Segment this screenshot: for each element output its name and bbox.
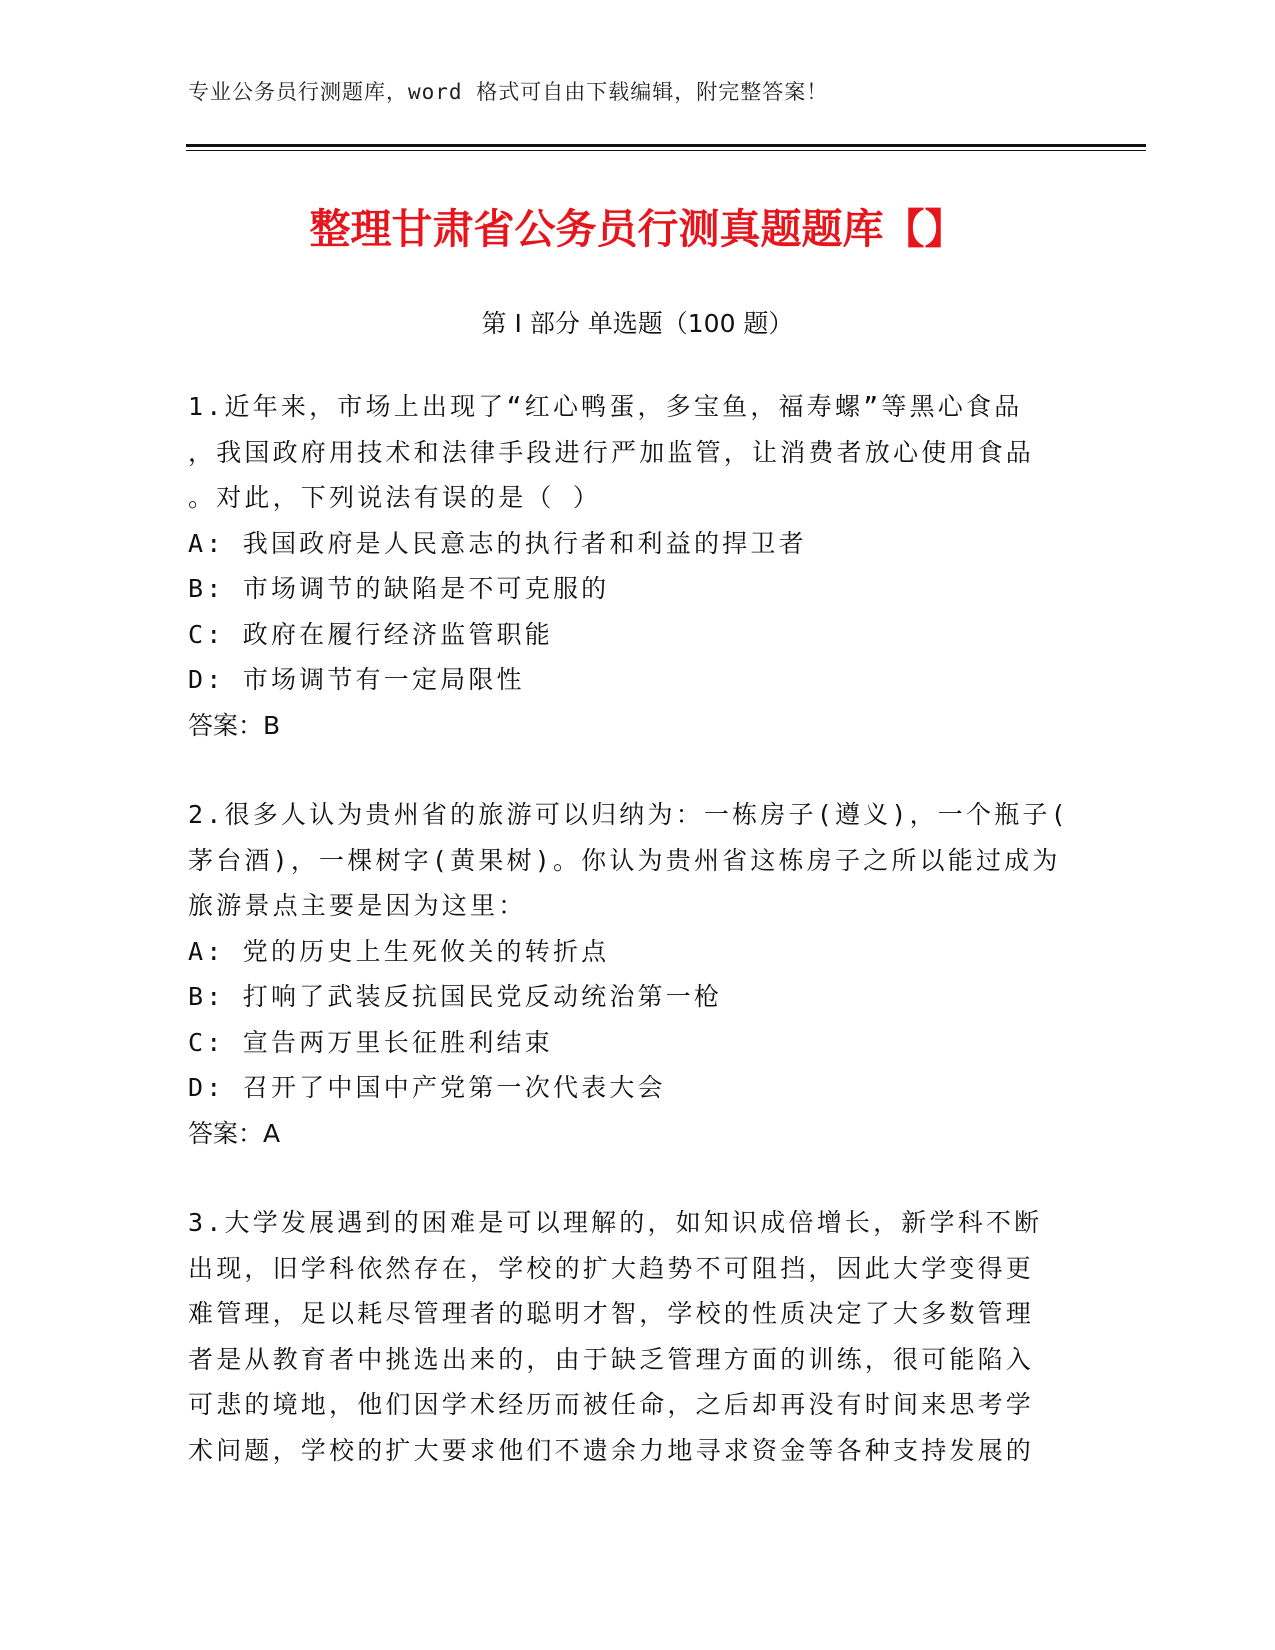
question-text-line: 1.近年来，市场上出现了“红心鸭蛋，多宝鱼，福寿螺”等黑心食品 [188, 392, 1023, 421]
question-list [188, 384, 1088, 1517]
option-d: D: 召开了中国中产党第一次代表大会 [188, 1073, 666, 1102]
question-3 [188, 1200, 1088, 1473]
option-a: A: 我国政府是人民意志的执行者和利益的捍卫者 [188, 528, 807, 558]
question-text-line: 术问题，学校的扩大要求他们不遗余力地寻求资金等各种支持发展的 [188, 1435, 1035, 1465]
question-text-line: 难管理，足以耗尽管理者的聪明才智，学校的性质决定了大多数管理 [188, 1299, 1035, 1328]
option-c: C: 政府在履行经济监管职能 [188, 619, 553, 649]
question-text-line: 3.大学发展遇到的困难是可以理解的，如知识成倍增长，新学科不断 [188, 1208, 1043, 1237]
question-text-line: 茅台酒)，一棵树字(黄果树)。你认为贵州省这栋房子之所以能过成为 [188, 845, 1061, 875]
option-b: B: 市场调节的缺陷是不可克服的 [188, 574, 610, 603]
header-rule-thick [186, 144, 1146, 147]
header-note: 专业公务员行测题库，word 格式可自由下载编辑，附完整答案！ [188, 80, 829, 104]
header-rule-thin [186, 150, 1146, 151]
option-c: C: 宣告两万里长征胜利结束 [188, 1027, 553, 1057]
question-text-line: ，我国政府用技术和法律手段进行严加监管，让消费者放心使用食品 [188, 437, 1035, 467]
question-1 [188, 384, 1088, 748]
question-text-line: 旅游景点主要是因为这里： [188, 891, 527, 920]
option-d: D: 市场调节有一定局限性 [188, 665, 525, 694]
page-title: 整理甘肃省公务员行测真题题库【】 [309, 205, 966, 253]
answer: 答案：A [188, 1118, 281, 1148]
section-heading: 第 I 部分 单选题（100 题） [481, 309, 794, 338]
question-text-line: 者是从教育者中挑选出来的，由于缺乏管理方面的训练，很可能陷入 [188, 1344, 1035, 1374]
answer: 答案：B [188, 710, 281, 740]
question-text-line: 。对此，下列说法有误的是（ ） [188, 483, 602, 512]
option-a: A: 党的历史上生死攸关的转折点 [188, 936, 610, 966]
option-b: B: 打响了武装反抗国民党反动统治第一枪 [188, 982, 723, 1011]
question-text-line: 可悲的境地，他们因学术经历而被任命，之后却再没有时间来思考学 [188, 1390, 1035, 1419]
question-text-line: 出现，旧学科依然存在，学校的扩大趋势不可阻挡，因此大学变得更 [188, 1253, 1035, 1283]
question-2 [188, 792, 1088, 1156]
question-text-line: 2.很多人认为贵州省的旅游可以归纳为：一栋房子(遵义)，一个瓶子( [188, 800, 1069, 829]
